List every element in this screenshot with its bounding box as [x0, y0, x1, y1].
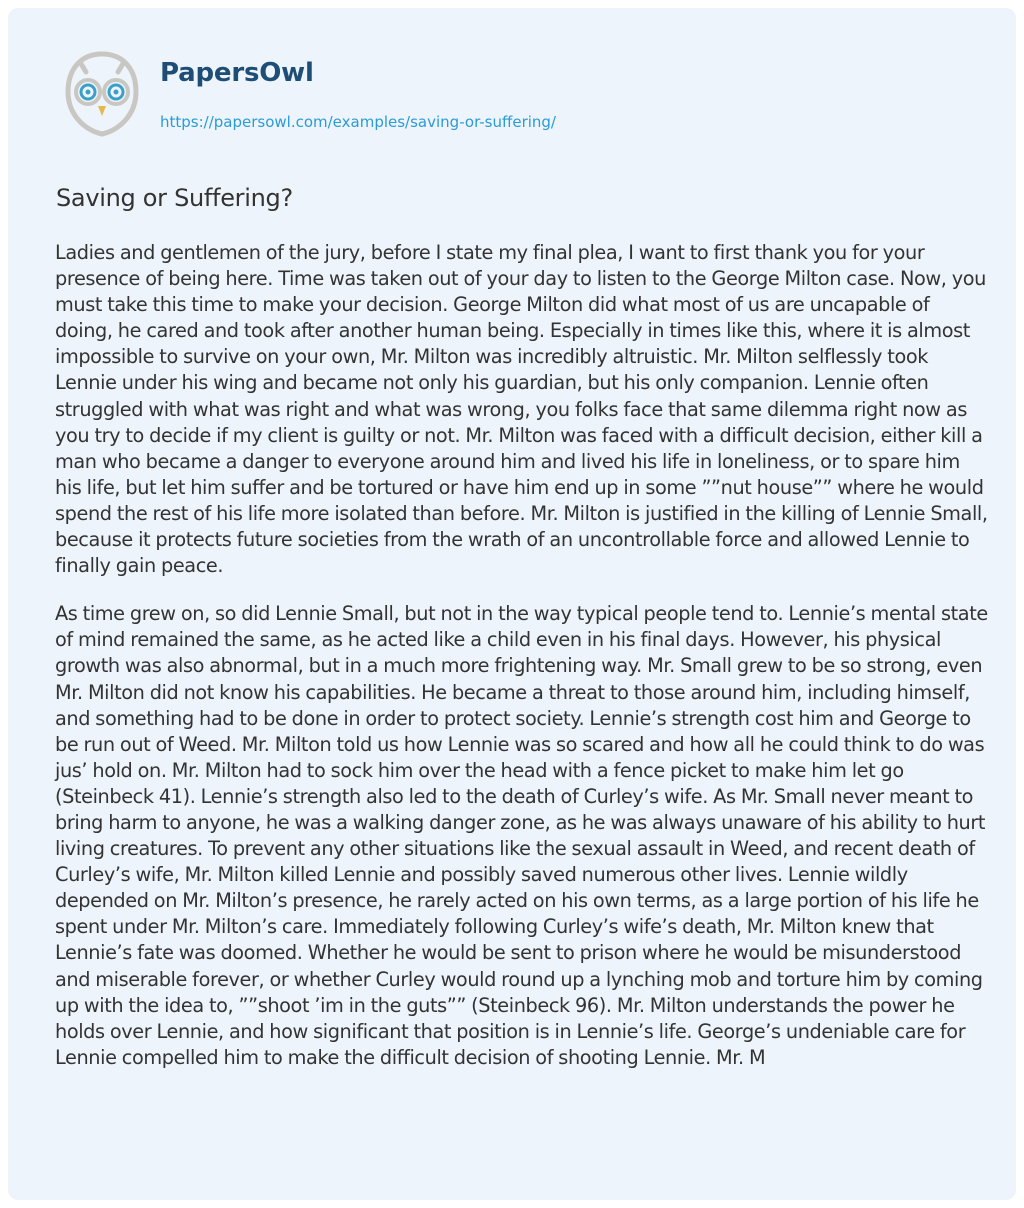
owl-logo-icon: [56, 48, 148, 140]
document-card: [8, 8, 1016, 1200]
paragraph-2: As time grew on, so did Lennie Small, but not in the way typical people tend to. Lennie’s mental state of mind remained the same, as he acted like a child even in his final days. However, his physical growth was also abnormal, but in a much more frightening way. Mr. Small grew to be so strong, even Mr. Milton did not know his capabilities. He became a threat to those around him, including himself, and something had to be done in order to protect society. Lennie’s strength cost him and George to be run out of Weed. Mr. Milton told us how Lennie was so scared and how all he could think to do was jus’ hold on. Mr. Milton had to sock him over the head with a fence picket to make him let go (Steinbeck 41). Lennie’s strength also led to the death of Curley’s wife. As Mr. Small never meant to bring harm to anyone, he was a walking danger zone, as he was always unaware of his ability to hurt living creatures. To prevent any other situations like the sexual assault in Weed, and recent death of Curley’s wife, Mr. Milton killed Lennie and possibly saved numerous other lives. Lennie wildly depended on Mr. Milton’s presence, he rarely acted on his own terms, as a large portion of his life he spent under Mr. Milton’s care. Immediately following Curley’s wife’s death, Mr. Milton knew that Lennie’s fate was doomed. Whether he would be sent to prison where he would be misunderstood and miserable forever, or whether Curley would round up a lynching mob and torture him by coming up with the idea to, ””shoot ’im in the guts”” (Steinbeck 96). Mr. Milton understands the power he holds over Lennie, and how significant that position is in Lennie’s life. George’s undeniable care for Lennie compelled him to make the difficult decision of shooting Lennie. Mr. M: [55, 602, 988, 1069]
article-title: Saving or Suffering?: [56, 184, 293, 212]
paragraph-1: Ladies and gentlemen of the jury, before I state my final plea, I want to first thank you for your presence of being here. Time was taken out of your day to listen to the George Milton case. Now, you must take this time to make your decision. George Milton did what most of us are uncapable of doing, he cared and took after another human being. Especially in times like this, where it is almost impossible to survive on your own, Mr. Milton was incredibly altruistic. Mr. Milton selflessly took Lennie under his wing and became not only his guardian, but his only companion. Lennie often struggled with what was right and what was wrong, you folks face that same dilemma right now as you try to decide if my client is guilty or not. Mr. Milton was faced with a difficult decision, either kill a man who became a danger to everyone around him and lived his life in loneliness, or to spare him his life, but let him suffer and be tortured or have him end up in some ””nut house”” where he would spend the rest of his life more isolated than before. Mr. Milton is justified in the killing of Lennie Small, because it protects future societies from the wrath of an uncontrollable force and allowed Lennie to finally gain peace.: [55, 241, 988, 578]
article-body: [55, 240, 990, 1093]
brand-name: PapersOwl: [160, 58, 314, 88]
source-url-link[interactable]: https://papersowl.com/examples/saving-or-suffering/: [160, 113, 556, 131]
